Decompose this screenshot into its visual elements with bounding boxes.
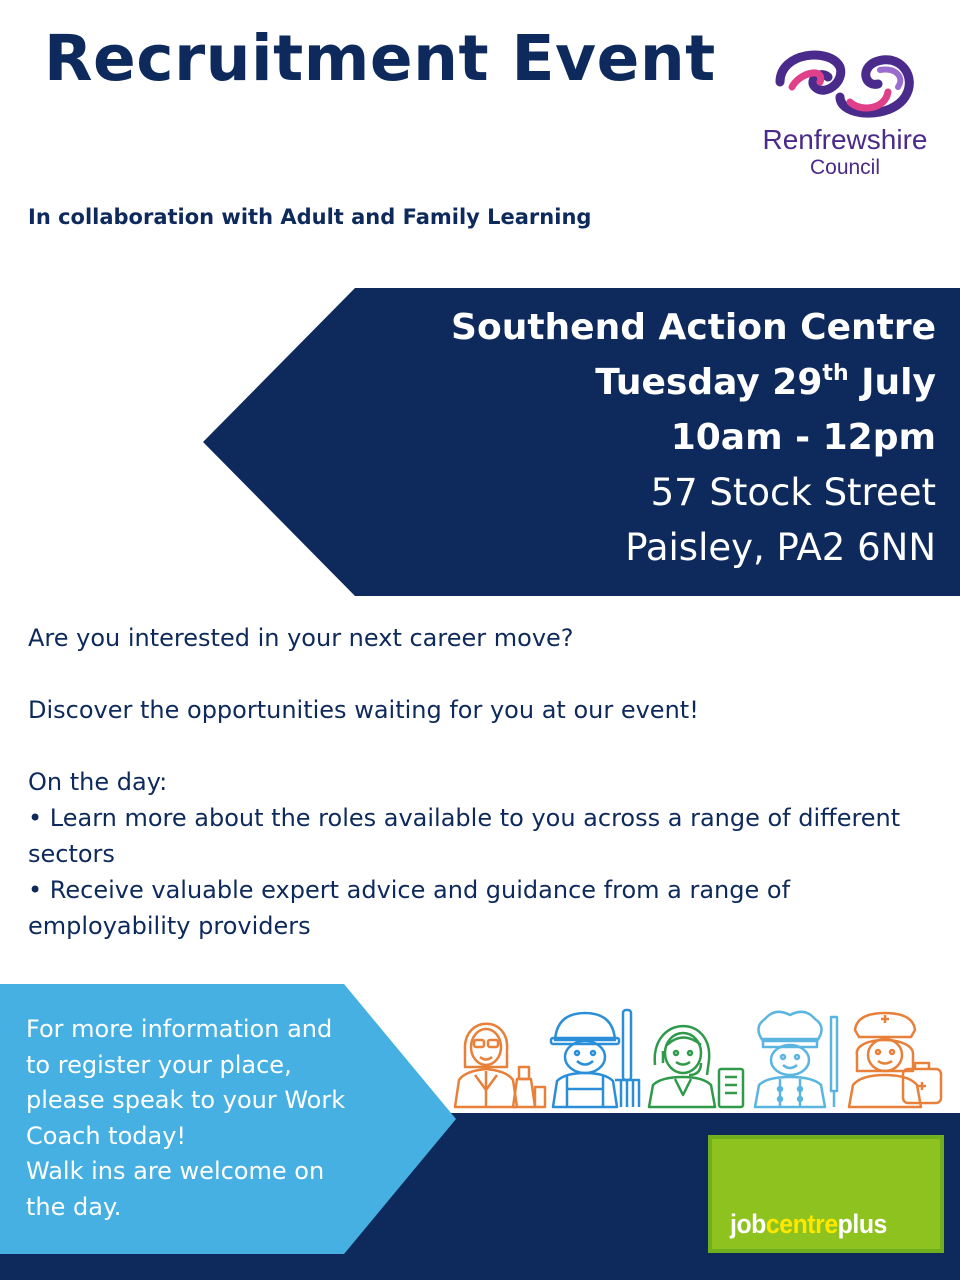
venue-time: 10am - 12pm [670,417,936,458]
info-text [26,1012,386,1225]
bullet-advice-cont: employability providers [28,912,311,940]
intro-discover: Discover the opportunities waiting for you at our event! [28,696,699,724]
council-sub: Council [809,156,881,179]
intro-question: Are you interested in your next career move? [28,624,574,652]
venue-name: Southend Action Centre [451,307,936,348]
jcp-plus: plus [837,1209,887,1239]
bullet-advice: • Receive valuable expert advice and guidance from a range of [28,876,791,904]
info-line: Coach today! [26,1121,187,1150]
scientist-icon [455,1024,545,1107]
venue-town: Paisley, PA2 6NN [625,526,936,569]
jobcentreplus-logo [708,1135,944,1253]
nurse-icon [849,1013,941,1107]
info-line: Walk ins are welcome on [26,1157,325,1185]
on-the-day-heading: On the day: [28,768,168,796]
info-line: the day. [26,1192,122,1221]
event-description [28,620,948,944]
renfrewshire-swirl-icon [770,42,920,122]
council-name: Renfrewshire [762,124,928,155]
venue-day-suffix: th [822,361,849,386]
cleaner-icon [551,1010,639,1107]
info-line: For more information and [26,1015,333,1043]
venue-details [451,300,936,575]
council-logo [750,42,940,182]
jobcentreplus-wordmark [730,1209,887,1240]
page-title: Recruitment Event [44,22,716,95]
venue-month: July [861,362,936,403]
bullet-roles-cont: sectors [28,840,115,868]
chef-icon [755,1012,837,1107]
bullet-roles: • Learn more about the roles available to you across a range of different [28,804,901,832]
call-centre-icon [649,1026,743,1107]
venue-date [451,355,936,410]
venue-day: Tuesday 29 [595,362,823,403]
info-line: to register your place, [26,1050,292,1079]
venue-street: 57 Stock Street [650,471,936,514]
info-line: please speak to your Work [26,1086,346,1114]
workers-illustration [445,1005,945,1113]
jcp-centre: centre [765,1209,838,1239]
collaboration-note: In collaboration with Adult and Family Learning [28,205,592,229]
jcp-job: job [730,1209,766,1239]
